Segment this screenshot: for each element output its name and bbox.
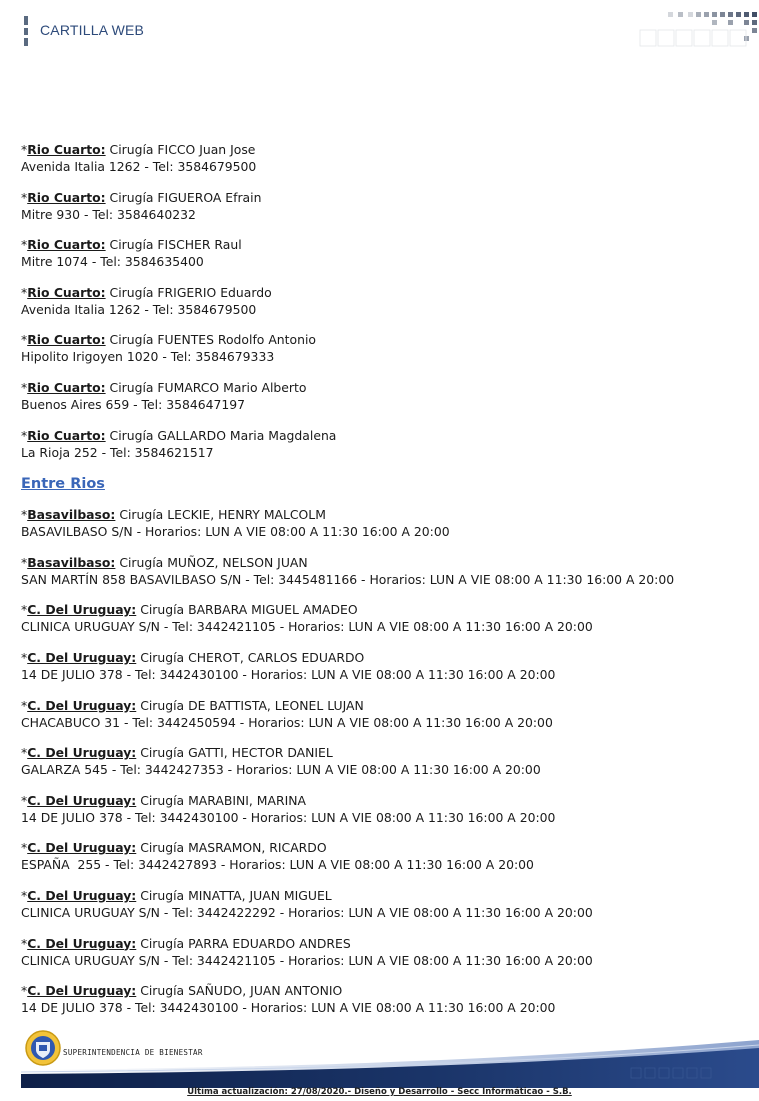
provider-entry [21,792,741,826]
entry-provider: Cirugía FUENTES Rodolfo Antonio [105,332,316,348]
header-accent-bar [24,16,28,46]
entry-bullet: * [21,935,28,951]
entry-address: GALARZA 545 - Tel: 3442427353 - Horarios: LUN A VIE 08:00 A 11:30 16:00 A 20:00 [21,762,541,778]
entry-bullet: * [21,189,28,205]
provider-entry [21,379,741,413]
provider-entry [21,744,741,778]
entry-provider: Cirugía MARABINI, MARINA [136,792,306,808]
provider-entry [21,935,741,969]
entry-provider: Cirugía DE BATTISTA, LEONEL LUJAN [136,697,364,713]
entry-address: Mitre 930 - Tel: 3584640232 [21,206,196,222]
org-name: SUPERINTENDENCIA DE BIENESTAR [63,1048,203,1057]
entry-city: C. Del Uruguay: [27,649,137,665]
provider-entry [21,697,741,731]
entry-address: SAN MARTÍN 858 BASAVILBASO S/N - Tel: 3445481166 - Horarios: LUN A VIE 08:00 A 11:30 16:00 A 20:00 [21,571,675,587]
provider-entry [21,839,741,873]
entry-address: Avenida Italia 1262 - Tel: 3584679500 [21,301,257,317]
entry-provider: Cirugía FIGUEROA Efrain [105,189,262,205]
entry-provider: Cirugía SAÑUDO, JUAN ANTONIO [136,983,343,999]
entry-city: Rio Cuarto: [27,379,106,395]
entry-address: Buenos Aires 659 - Tel: 3584647197 [21,396,246,412]
entry-address: 14 DE JULIO 378 - Tel: 3442430100 - Horarios: LUN A VIE 08:00 A 11:30 16:00 A 20:00 [21,809,556,825]
provider-entry [21,189,741,223]
entry-provider: Cirugía FISCHER Raul [105,237,242,253]
entry-bullet: * [21,427,28,443]
entry-provider: Cirugía PARRA EDUARDO ANDRES [136,935,351,951]
entry-provider: Cirugía GATTI, HECTOR DANIEL [136,745,333,761]
entry-provider: Cirugía FICCO Juan Jose [105,142,256,157]
entry-city: C. Del Uruguay: [27,792,137,808]
entry-city: Rio Cuarto: [27,427,106,443]
entry-bullet: * [21,887,28,903]
entry-city: Rio Cuarto: [27,284,106,300]
section-heading: Entre Rios [21,476,105,493]
provider-entry [21,427,741,461]
provider-entry [21,506,741,540]
entry-city: Rio Cuarto: [27,237,106,253]
entry-bullet: * [21,554,28,570]
entry-city: C. Del Uruguay: [27,983,137,999]
entry-bullet: * [21,237,28,253]
entry-city: C. Del Uruguay: [27,697,137,713]
provider-entry [21,141,741,175]
entry-bullet: * [21,142,28,157]
provider-entry [21,601,741,635]
header-pixel-pattern-icon [638,10,759,48]
entry-address: CLINICA URUGUAY S/N - Tel: 3442422292 - Horarios: LUN A VIE 08:00 A 11:30 16:00 A 20:00 [21,904,593,920]
provider-entry [21,331,741,365]
entry-city: C. Del Uruguay: [27,840,137,856]
entry-bullet: * [21,379,28,395]
entry-provider: Cirugía LECKIE, HENRY MALCOLM [115,507,326,523]
entry-address: Mitre 1074 - Tel: 3584635400 [21,254,204,270]
provider-entry [21,887,741,921]
footer-banner [21,1028,759,1088]
entry-bullet: * [21,284,28,300]
entry-provider: Cirugía MINATTA, JUAN MIGUEL [136,887,332,903]
entry-city: Rio Cuarto: [27,332,106,348]
provider-entry [21,649,741,683]
entry-city: Rio Cuarto: [27,142,106,157]
entry-bullet: * [21,792,28,808]
entry-provider: Cirugía MUÑOZ, NELSON JUAN [115,554,308,570]
entry-address: CLINICA URUGUAY S/N - Tel: 3442421105 - Horarios: LUN A VIE 08:00 A 11:30 16:00 A 20:00 [21,619,593,635]
entry-provider: Cirugía FRIGERIO Eduardo [105,284,272,300]
entry-address: 14 DE JULIO 378 - Tel: 3442430100 - Horarios: LUN A VIE 08:00 A 11:30 16:00 A 20:00 [21,1000,556,1016]
entry-bullet: * [21,332,28,348]
entry-bullet: * [21,649,28,665]
page-title: CARTILLA WEB [40,22,145,38]
entry-provider: Cirugía FUMARCO Mario Alberto [105,379,307,395]
entry-provider: Cirugía GALLARDO Maria Magdalena [105,427,337,443]
provider-entry [21,554,741,588]
entry-address: ESPAÑA 255 - Tel: 3442427893 - Horarios: LUN A VIE 08:00 A 11:30 16:00 A 20:00 [21,857,534,873]
entry-city: C. Del Uruguay: [27,602,137,618]
provider-entry [21,236,741,270]
shield-emblem-icon [26,1031,60,1065]
entry-provider: Cirugía CHEROT, CARLOS EDUARDO [136,649,365,665]
entry-provider: Cirugía MASRAMON, RICARDO [136,840,327,856]
entry-address: 14 DE JULIO 378 - Tel: 3442430100 - Horarios: LUN A VIE 08:00 A 11:30 16:00 A 20:00 [21,666,556,682]
entry-bullet: * [21,697,28,713]
entry-address: CLINICA URUGUAY S/N - Tel: 3442421105 - Horarios: LUN A VIE 08:00 A 11:30 16:00 A 20:00 [21,952,593,968]
update-note: Ultima actualización: 27/08/2020.- Diseño y Desarrollo - Secc Informáticao - S.B. [187,1087,572,1097]
entry-city: C. Del Uruguay: [27,887,137,903]
provider-entry [21,982,741,1016]
entry-address: La Rioja 252 - Tel: 3584621517 [21,444,214,460]
entry-bullet: * [21,840,28,856]
entry-address: CHACABUCO 31 - Tel: 3442450594 - Horarios: LUN A VIE 08:00 A 11:30 16:00 A 20:00 [21,714,553,730]
entry-bullet: * [21,507,28,523]
entry-address: BASAVILBASO S/N - Horarios: LUN A VIE 08:00 A 11:30 16:00 A 20:00 [21,524,450,540]
entry-city: Basavilbaso: [27,507,116,523]
entry-bullet: * [21,983,28,999]
entry-bullet: * [21,602,28,618]
entry-city: Basavilbaso: [27,554,116,570]
provider-directory [21,141,741,1030]
entry-address: Avenida Italia 1262 - Tel: 3584679500 [21,159,257,174]
entry-city: C. Del Uruguay: [27,935,137,951]
entry-city: C. Del Uruguay: [27,745,137,761]
entry-provider: Cirugía BARBARA MIGUEL AMADEO [136,602,358,618]
provider-entry [21,284,741,318]
entry-city: Rio Cuarto: [27,189,106,205]
entry-address: Hipolito Irigoyen 1020 - Tel: 3584679333 [21,349,275,365]
entry-bullet: * [21,745,28,761]
